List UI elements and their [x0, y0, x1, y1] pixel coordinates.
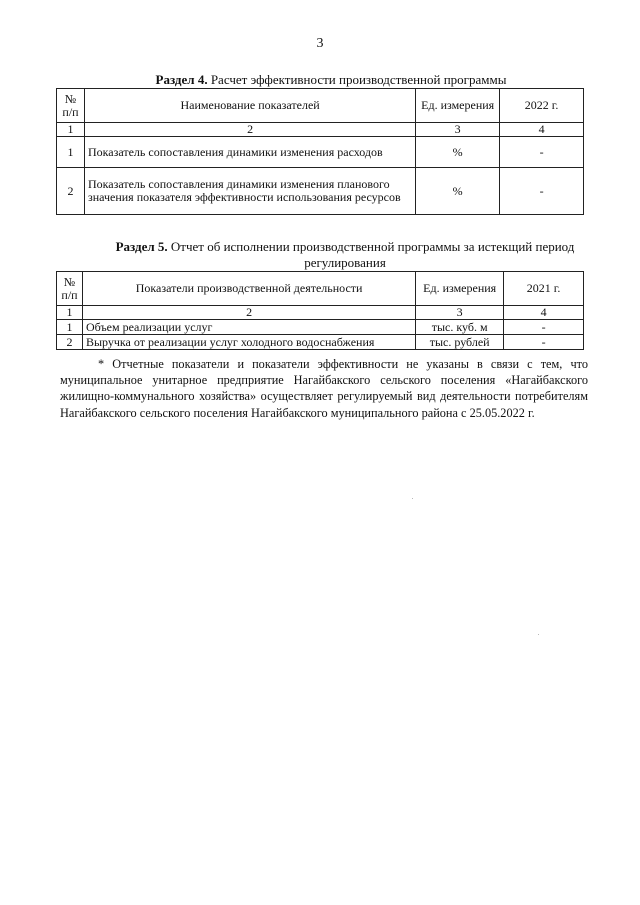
row-unit: тыс. куб. м	[416, 320, 504, 335]
index-cell: 1	[57, 306, 83, 320]
row-name: Показатель сопоставления динамики изменения планового значения показателя эффективности использования ресурсов	[84, 168, 415, 215]
header-num: № п/п	[57, 272, 83, 306]
section-4-title-bold: Раздел 4.	[155, 72, 208, 87]
header-num: № п/п	[57, 89, 85, 123]
index-cell: 4	[504, 306, 584, 320]
header-name: Наименование показателей	[84, 89, 415, 123]
index-cell: 3	[416, 123, 500, 137]
table-row	[57, 168, 584, 215]
row-unit: %	[416, 137, 500, 168]
table-row	[57, 137, 584, 168]
header-unit: Ед. измерения	[416, 89, 500, 123]
table-header-row	[57, 272, 584, 306]
row-num: 1	[57, 137, 85, 168]
row-unit: %	[416, 168, 500, 215]
row-value: -	[504, 320, 584, 335]
section-4-title	[56, 72, 606, 88]
row-name: Показатель сопоставления динамики изменения расходов	[84, 137, 415, 168]
row-value: -	[500, 137, 584, 168]
table-index-row	[57, 123, 584, 137]
row-num: 1	[57, 320, 83, 335]
row-unit: тыс. рублей	[416, 335, 504, 350]
header-name: Показатели производственной деятельности	[82, 272, 415, 306]
page-number: 3	[316, 36, 324, 51]
index-cell: 1	[57, 123, 85, 137]
index-cell: 2	[82, 306, 415, 320]
index-cell: 2	[84, 123, 415, 137]
row-value: -	[500, 168, 584, 215]
section-4-table	[56, 88, 584, 215]
section-5-table	[56, 271, 584, 350]
section-5-title-text: Отчет об исполнении производственной программы за истекщий период регулирования	[167, 239, 575, 270]
section-4-title-text: Расчет эффективности производственной программы	[207, 72, 507, 87]
row-value: -	[504, 335, 584, 350]
section-5-title-bold: Раздел 5.	[115, 239, 168, 254]
scan-speck	[538, 634, 539, 635]
table-header-row	[57, 89, 584, 123]
table-row	[57, 335, 584, 350]
scan-speck	[412, 498, 413, 499]
header-year: 2021 г.	[504, 272, 584, 306]
row-name: Объем реализации услуг	[82, 320, 415, 335]
row-num: 2	[57, 168, 85, 215]
table-row	[57, 320, 584, 335]
index-cell: 3	[416, 306, 504, 320]
row-num: 2	[57, 335, 83, 350]
header-year: 2022 г.	[500, 89, 584, 123]
index-cell: 4	[500, 123, 584, 137]
header-unit: Ед. измерения	[416, 272, 504, 306]
row-name: Выручка от реализации услуг холодного водоснабжения	[82, 335, 415, 350]
table-index-row	[57, 306, 584, 320]
section-5-title	[106, 239, 584, 271]
footnote: * Отчетные показатели и показатели эффективности не указаны в связи с тем, что муниципальное унитарное предприятие Нагайбакского сельского поселения «Нагайбакского жилищно-коммунального хозяйства» осуществляет регулируемый вид деятельности потребителям Нагайбакского сельского поселения Нагайбакского муниципального района с 25.05.2022 г.	[60, 357, 588, 420]
